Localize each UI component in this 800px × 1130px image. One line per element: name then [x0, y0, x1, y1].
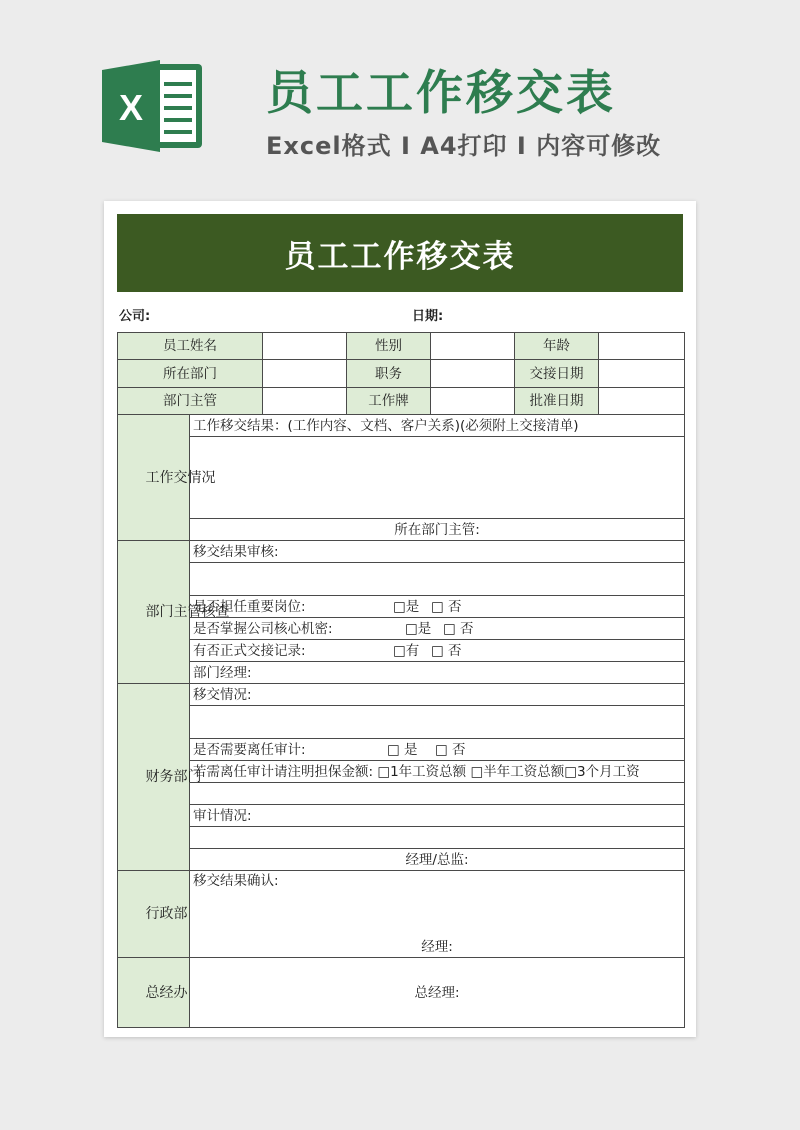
audit-required-row: [190, 739, 685, 761]
table-row: [118, 871, 685, 958]
core-secret-yes-checkbox[interactable]: □是: [405, 620, 432, 637]
finance-handover-label: 移交情况:: [190, 684, 685, 706]
core-secret-question: 是否掌握公司核心机密:: [193, 620, 333, 637]
approval-date-label: 批准日期: [515, 388, 599, 415]
table-row: [118, 684, 685, 706]
excel-logo-icon: [102, 58, 206, 154]
table-row: [118, 333, 685, 360]
table-row: [118, 805, 685, 827]
document-sheet: [104, 201, 696, 1037]
age-label: 年龄: [515, 333, 599, 360]
handover-form-table: [117, 332, 685, 1028]
admin-confirm-label: 移交结果确认:: [193, 873, 279, 889]
gm-sign: 总经理:: [414, 984, 460, 1001]
age-field[interactable]: [599, 333, 685, 360]
badge-label: 工作牌: [347, 388, 431, 415]
finance-handover-field[interactable]: [190, 706, 685, 739]
work-section-label: 工作交情况: [118, 415, 190, 541]
gm-section-label: 总经办: [118, 958, 190, 1028]
supervisor-label: 部门主管: [118, 388, 263, 415]
gender-label: 性别: [347, 333, 431, 360]
gender-field[interactable]: [431, 333, 515, 360]
department-label: 所在部门: [118, 360, 263, 388]
work-result-label: 工作移交结果：(工作内容、文档、客户关系)(必须附上交接清单): [190, 415, 685, 437]
position-label: 职务: [347, 360, 431, 388]
dept-supervisor-sign: 所在部门主管:: [190, 519, 685, 541]
supervisor-field[interactable]: [263, 388, 347, 415]
table-row: [118, 958, 685, 1028]
approval-date-field[interactable]: [599, 388, 685, 415]
table-row: [118, 662, 685, 684]
guarantee-amount-row: 若需离任审计请注明担保金额: □1年工资总额 □半年工资总额□3个月工资: [190, 761, 685, 783]
table-row: [118, 739, 685, 761]
audit-required-question: 是否需要离任审计:: [193, 741, 306, 758]
important-post-row: [190, 596, 685, 618]
table-row: [118, 360, 685, 388]
finance-manager-sign: 经理/总监:: [190, 849, 685, 871]
table-row: [118, 706, 685, 739]
audit-status-label: 审计情况:: [190, 805, 685, 827]
core-secret-row: [190, 618, 685, 640]
handover-date-field[interactable]: [599, 360, 685, 388]
audit-required-yes-checkbox[interactable]: □ 是: [387, 741, 418, 758]
table-row: [118, 640, 685, 662]
employee-name-label: 员工姓名: [118, 333, 263, 360]
table-row: [118, 596, 685, 618]
table-row: [118, 388, 685, 415]
handover-record-row: [190, 640, 685, 662]
guarantee-amount-field[interactable]: [190, 783, 685, 805]
table-row: [118, 849, 685, 871]
review-field[interactable]: [190, 563, 685, 596]
admin-section-label: 行政部: [118, 871, 190, 958]
finance-section-label: 财务部门: [118, 684, 190, 871]
badge-field[interactable]: [431, 388, 515, 415]
table-row: [118, 618, 685, 640]
handover-record-yes-checkbox[interactable]: □有: [393, 642, 420, 659]
audit-required-no-checkbox[interactable]: □ 否: [435, 741, 466, 758]
important-post-no-checkbox[interactable]: □ 否: [431, 598, 462, 615]
gm-sign-cell[interactable]: [190, 958, 685, 1028]
company-label: 公司:: [119, 309, 151, 324]
promo-subtitle: Excel格式 I A4打印 I 内容可修改: [266, 132, 662, 160]
document-title: 员工工作移交表: [117, 214, 683, 292]
handover-date-label: 交接日期: [515, 360, 599, 388]
table-row: [118, 519, 685, 541]
handover-record-question: 有否正式交接记录:: [193, 642, 306, 659]
dept-manager-sign: 部门经理:: [190, 662, 685, 684]
table-row: [118, 563, 685, 596]
work-result-field[interactable]: [190, 437, 685, 519]
handover-record-no-checkbox[interactable]: □ 否: [431, 642, 462, 659]
promo-banner: [0, 0, 800, 200]
admin-confirm-cell[interactable]: [190, 871, 685, 958]
employee-name-field[interactable]: [263, 333, 347, 360]
date-label: 日期:: [412, 309, 444, 324]
important-post-yes-checkbox[interactable]: □是: [393, 598, 420, 615]
promo-title: 员工工作移交表: [266, 66, 616, 121]
audit-status-field[interactable]: [190, 827, 685, 849]
table-row: [118, 415, 685, 437]
core-secret-no-checkbox[interactable]: □ 否: [443, 620, 474, 637]
table-row: [118, 827, 685, 849]
table-row: [118, 541, 685, 563]
table-row: [118, 783, 685, 805]
logo-letter: X: [118, 87, 144, 128]
department-field[interactable]: [263, 360, 347, 388]
position-field[interactable]: [431, 360, 515, 388]
review-label: 移交结果审核:: [190, 541, 685, 563]
table-row: [118, 761, 685, 783]
dept-check-section-label: 部门主管核查: [118, 541, 190, 684]
admin-manager-sign: 经理:: [421, 939, 453, 955]
important-post-question: 是否担任重要岗位:: [193, 598, 306, 615]
